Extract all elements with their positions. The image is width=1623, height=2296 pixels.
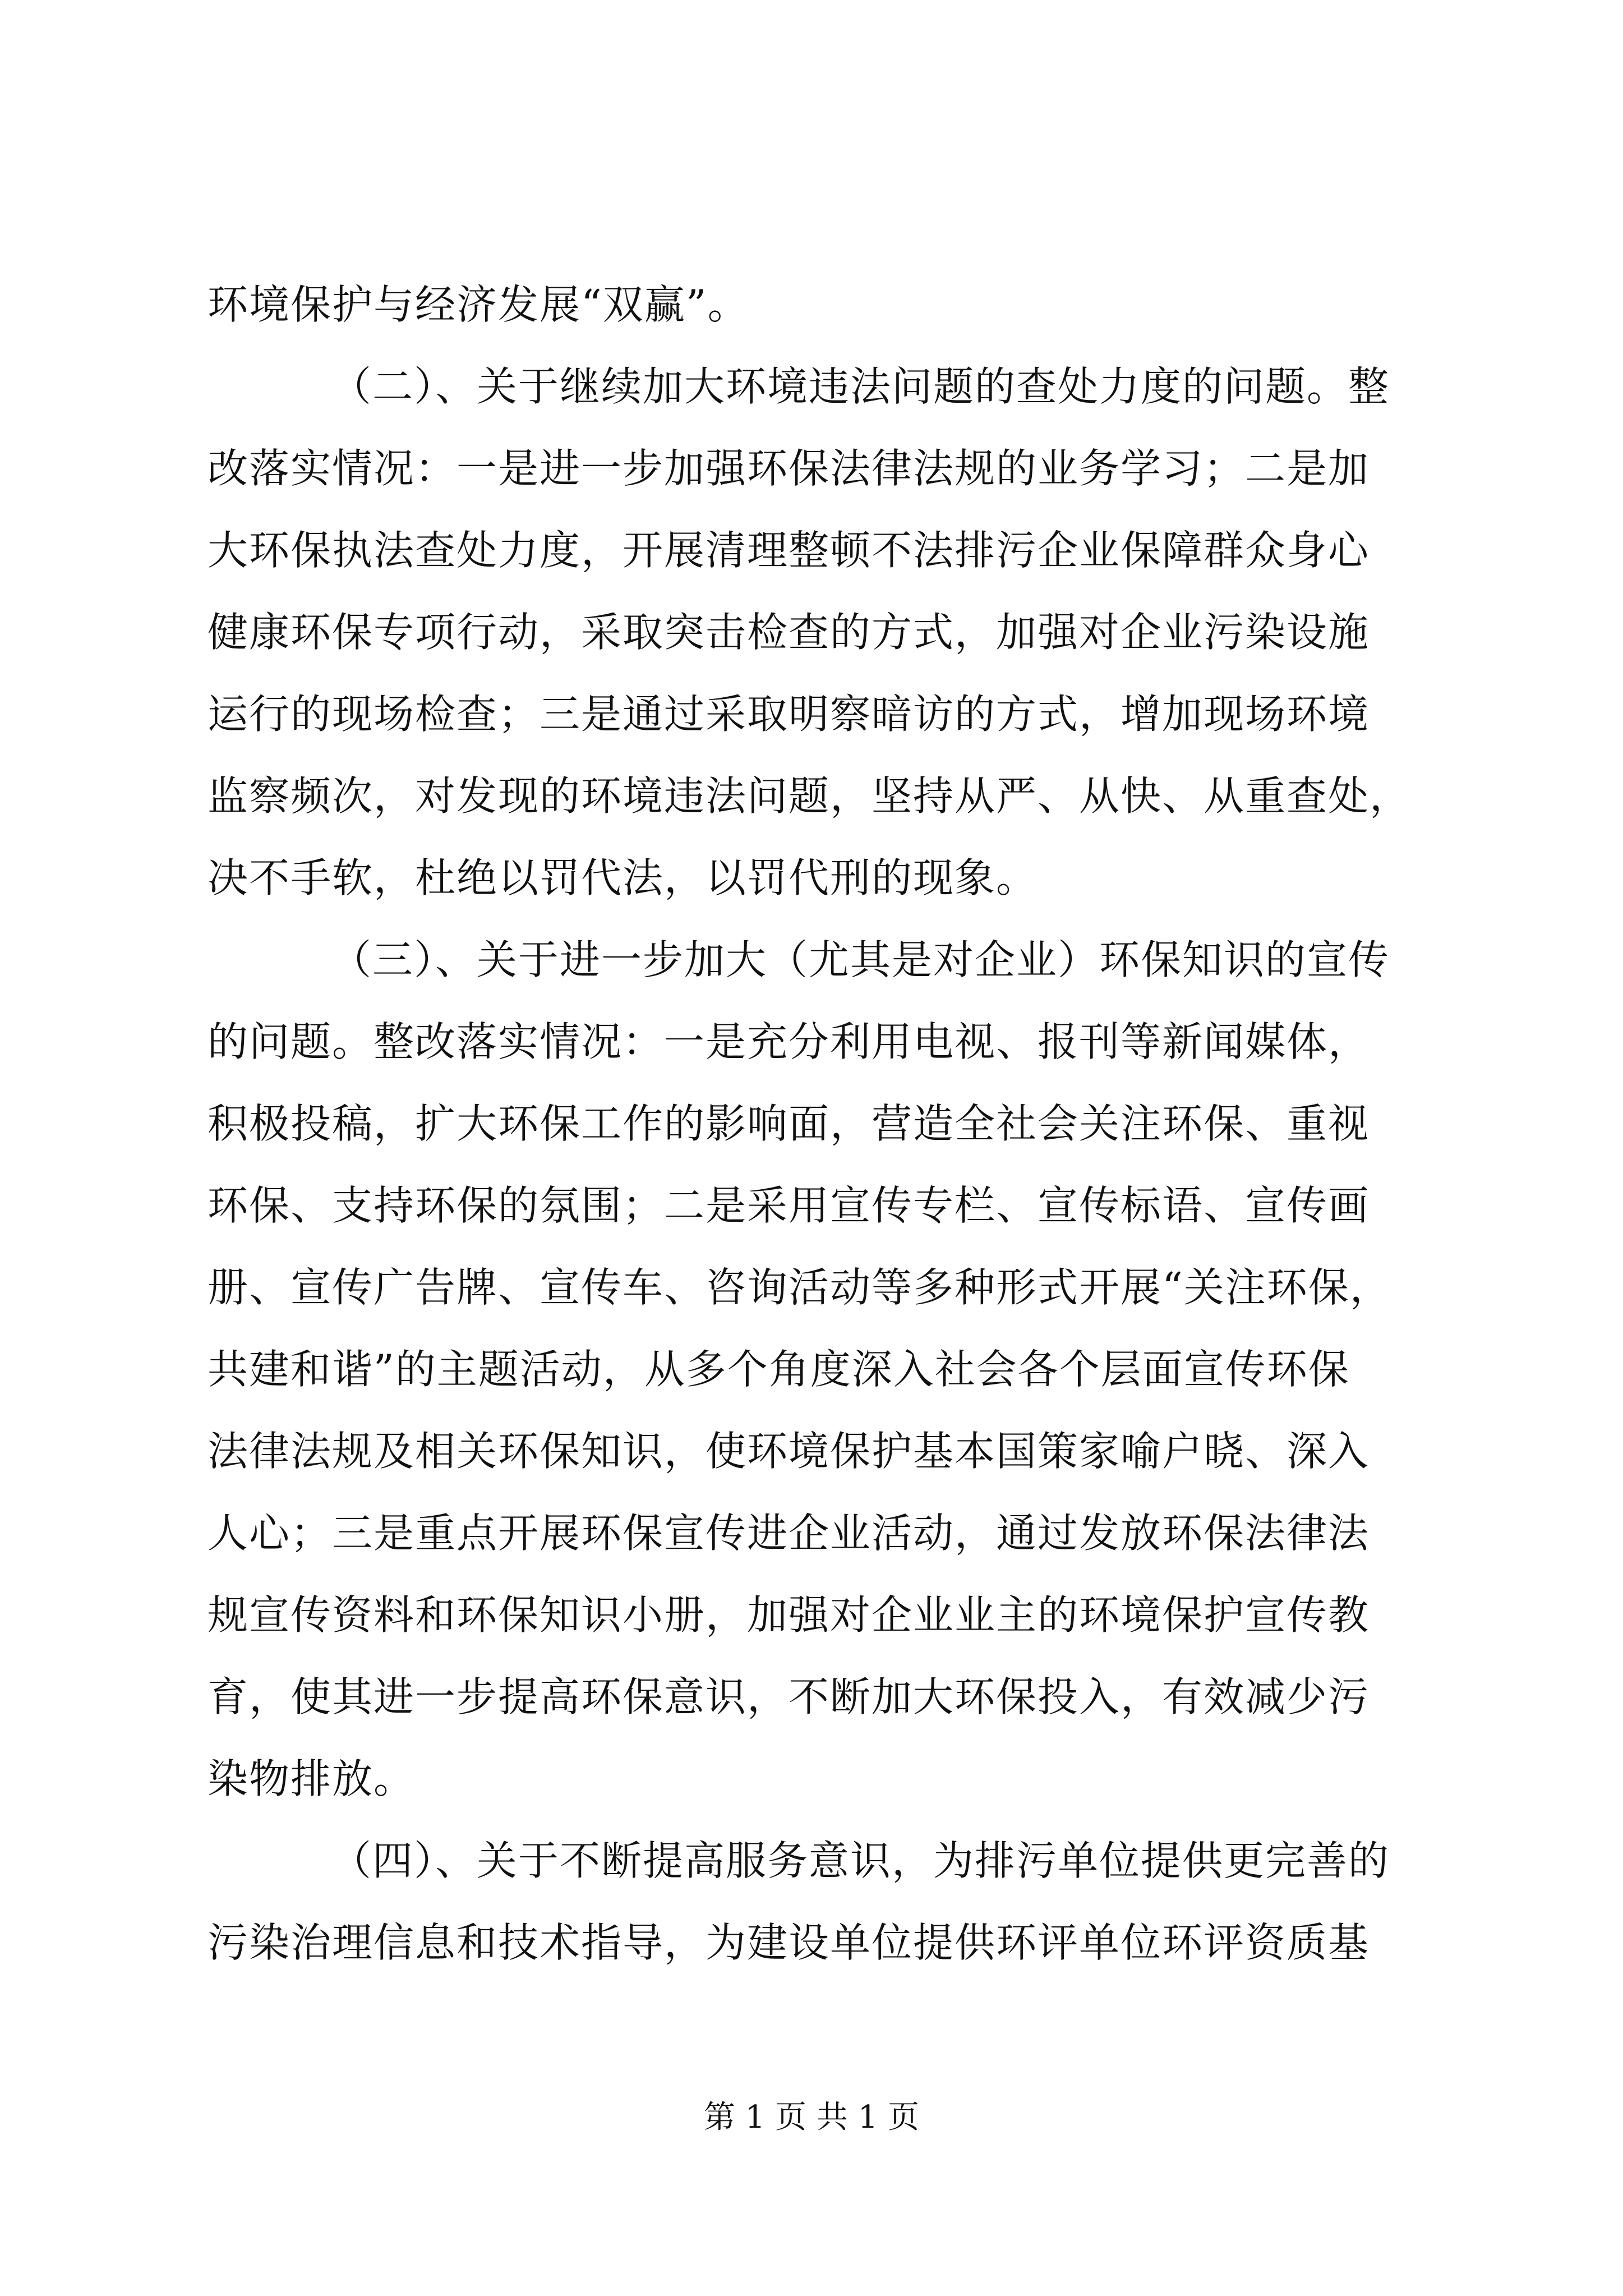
text-line: 染物排放。	[208, 1755, 416, 1802]
text-line: 环保、支持环保的氛围；二是采用宣传专栏、宣传标语、宣传画	[208, 1182, 1370, 1229]
text-line: 决不手软，杜绝以罚代法，以罚代刑的现象。	[208, 854, 1038, 901]
document-body	[208, 264, 1419, 1984]
text-line: 共建和谐”的主题活动，从多个角度深入社会各个层面宣传环保	[208, 1346, 1350, 1393]
text-line: 大环保执法查处力度，开展清理整顿不法排污企业保障群众身心	[208, 527, 1370, 574]
text-line: 污染治理信息和技术指导，为建设单位提供环评单位环评资质基	[208, 1919, 1370, 1966]
text-line: 监察频次，对发现的环境违法问题，坚持从严、从快、从重查处，	[208, 772, 1412, 820]
text-line: 健康环保专项行动，采取突击检查的方式，加强对企业污染设施	[208, 609, 1370, 656]
text-line: 的问题。整改落实情况：一是充分利用电视、报刊等新闻媒体，	[208, 1018, 1370, 1065]
text-line: 环境保护与经济发展“双赢”。	[208, 281, 749, 328]
section-heading-line: （二）、关于继续加大环境违法问题的查处力度的问题。整	[331, 363, 1390, 410]
text-line: 运行的现场检查；三是通过采取明察暗访的方式，增加现场环境	[208, 691, 1370, 738]
text-line: 规宣传资料和环保知识小册，加强对企业业主的环境保护宣传教	[208, 1591, 1370, 1639]
page-footer: 第 1 页 共 1 页	[703, 2099, 920, 2136]
text-line: 人心；三是重点开展环保宣传进企业活动，通过发放环保法律法	[208, 1510, 1370, 1557]
text-line: 法律法规及相关环保知识，使环境保护基本国策家喻户晓、深入	[208, 1428, 1370, 1475]
text-line: 积极投稿，扩大环保工作的影响面，营造全社会关注环保、重视	[208, 1100, 1370, 1147]
section-heading-line: （三）、关于进一步加大（尤其是对企业）环保知识的宣传	[331, 936, 1390, 983]
text-line: 册、宣传广告牌、宣传车、咨询活动等多种形式开展“关注环保，	[208, 1264, 1391, 1311]
section-heading-line: （四）、关于不断提高服务意识，为排污单位提供更完善的	[331, 1837, 1390, 1884]
text-line: 育，使其进一步提高环保意识，不断加大环保投入，有效减少污	[208, 1673, 1370, 1720]
text-line: 改落实情况：一是进一步加强环保法律法规的业务学习；二是加	[208, 445, 1370, 492]
